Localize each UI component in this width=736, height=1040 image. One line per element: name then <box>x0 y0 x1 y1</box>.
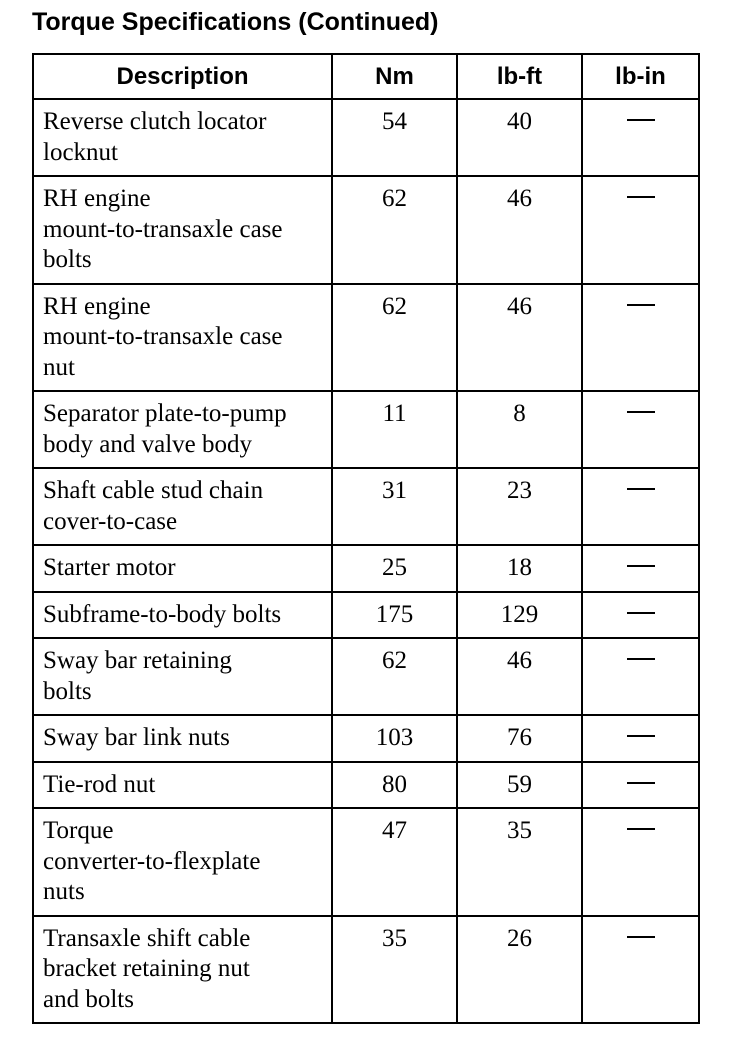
description-line: RH engine <box>43 292 151 320</box>
column-header-lbft: lb-ft <box>457 54 582 99</box>
description-line: mount-to-transaxle case <box>43 215 283 243</box>
nm-value-cell: 11 <box>332 391 457 468</box>
description-line: Transaxle shift cable <box>43 924 251 952</box>
description-cell <box>33 762 332 809</box>
nm-value-cell: 175 <box>332 592 457 639</box>
description-cell <box>33 638 332 715</box>
nm-value-cell: 47 <box>332 808 457 916</box>
lbft-value-cell: 76 <box>457 715 582 762</box>
lbft-value-cell: 59 <box>457 762 582 809</box>
description-cell <box>33 284 332 392</box>
lbft-value-cell: 129 <box>457 592 582 639</box>
lbft-value-cell: 46 <box>457 284 582 392</box>
torque-spec-table <box>32 53 700 1024</box>
description-line: converter-to-flexplate <box>43 847 261 875</box>
table-row <box>33 762 699 809</box>
description-line: Separator plate-to-pump <box>43 400 287 427</box>
lbft-value-cell: 46 <box>457 638 582 715</box>
nm-value-cell: 54 <box>332 99 457 176</box>
dash-glyph <box>627 565 655 567</box>
description-line: Shaft cable stud chain <box>43 477 264 504</box>
lbin-value-cell <box>582 391 699 468</box>
table-row <box>33 391 699 468</box>
description-line: Reverse clutch locator <box>43 108 267 135</box>
lbin-value-cell <box>582 468 699 545</box>
description-line: body and valve body <box>43 430 252 458</box>
lbin-value-cell <box>582 545 699 592</box>
dash-glyph <box>627 411 655 413</box>
dash-glyph <box>627 936 655 938</box>
lbft-value-cell: 8 <box>457 391 582 468</box>
nm-value-cell: 80 <box>332 762 457 809</box>
table-row <box>33 545 699 592</box>
column-header-nm: Nm <box>332 54 457 99</box>
description-cell <box>33 99 332 176</box>
description-cell <box>33 916 332 1024</box>
nm-value-cell: 62 <box>332 284 457 392</box>
description-line: cover-to-case <box>43 507 178 535</box>
description-line: Tie-rod nut <box>43 770 156 798</box>
description-cell <box>33 592 332 639</box>
lbin-value-cell <box>582 592 699 639</box>
table-row <box>33 715 699 762</box>
description-cell <box>33 715 332 762</box>
description-cell <box>33 391 332 468</box>
lbin-value-cell <box>582 916 699 1024</box>
description-line: Sway bar retaining <box>43 647 232 674</box>
description-cell <box>33 808 332 916</box>
dash-glyph <box>627 735 655 737</box>
table-row <box>33 638 699 715</box>
lbin-value-cell <box>582 762 699 809</box>
description-line: Starter motor <box>43 554 176 581</box>
description-line: Torque <box>43 817 114 844</box>
nm-value-cell: 62 <box>332 176 457 284</box>
description-line: bolts <box>43 677 92 705</box>
column-header-lbin: lb-in <box>582 54 699 99</box>
lbin-value-cell <box>582 99 699 176</box>
nm-value-cell: 31 <box>332 468 457 545</box>
dash-glyph <box>627 196 655 198</box>
description-line: RH engine <box>43 185 151 212</box>
description-cell <box>33 468 332 545</box>
dash-glyph <box>627 828 655 830</box>
dash-glyph <box>627 782 655 784</box>
dash-glyph <box>627 488 655 490</box>
lbin-value-cell <box>582 284 699 392</box>
lbft-value-cell: 40 <box>457 99 582 176</box>
lbft-value-cell: 46 <box>457 176 582 284</box>
description-line: locknut <box>43 138 118 166</box>
description-cell <box>33 176 332 284</box>
dash-glyph <box>627 304 655 306</box>
table-row <box>33 176 699 284</box>
description-line: nuts <box>43 878 85 905</box>
table-row <box>33 468 699 545</box>
table-header-row <box>33 54 699 99</box>
table-row <box>33 592 699 639</box>
lbin-value-cell <box>582 808 699 916</box>
description-cell <box>33 545 332 592</box>
nm-value-cell: 62 <box>332 638 457 715</box>
description-line: Sway bar link nuts <box>43 724 230 751</box>
dash-glyph <box>627 612 655 614</box>
lbft-value-cell: 23 <box>457 468 582 545</box>
table-row <box>33 284 699 392</box>
nm-value-cell: 35 <box>332 916 457 1024</box>
nm-value-cell: 103 <box>332 715 457 762</box>
lbin-value-cell <box>582 715 699 762</box>
lbin-value-cell <box>582 176 699 284</box>
description-line: bracket retaining nut <box>43 955 250 982</box>
table-row <box>33 99 699 176</box>
table-row <box>33 808 699 916</box>
page-title: Torque Specifications (Continued) <box>32 8 439 36</box>
lbft-value-cell: 26 <box>457 916 582 1024</box>
description-line: nut <box>43 353 75 381</box>
table-row <box>33 916 699 1024</box>
description-line: Subframe-to-body bolts <box>43 600 282 628</box>
lbft-value-cell: 18 <box>457 545 582 592</box>
description-line: and bolts <box>43 985 134 1013</box>
dash-glyph <box>627 119 655 121</box>
lbft-value-cell: 35 <box>457 808 582 916</box>
description-line: mount-to-transaxle case <box>43 323 283 350</box>
nm-value-cell: 25 <box>332 545 457 592</box>
table-body <box>33 99 699 1023</box>
dash-glyph <box>627 658 655 660</box>
lbin-value-cell <box>582 638 699 715</box>
description-line: bolts <box>43 246 92 273</box>
column-header-description: Description <box>33 54 332 99</box>
